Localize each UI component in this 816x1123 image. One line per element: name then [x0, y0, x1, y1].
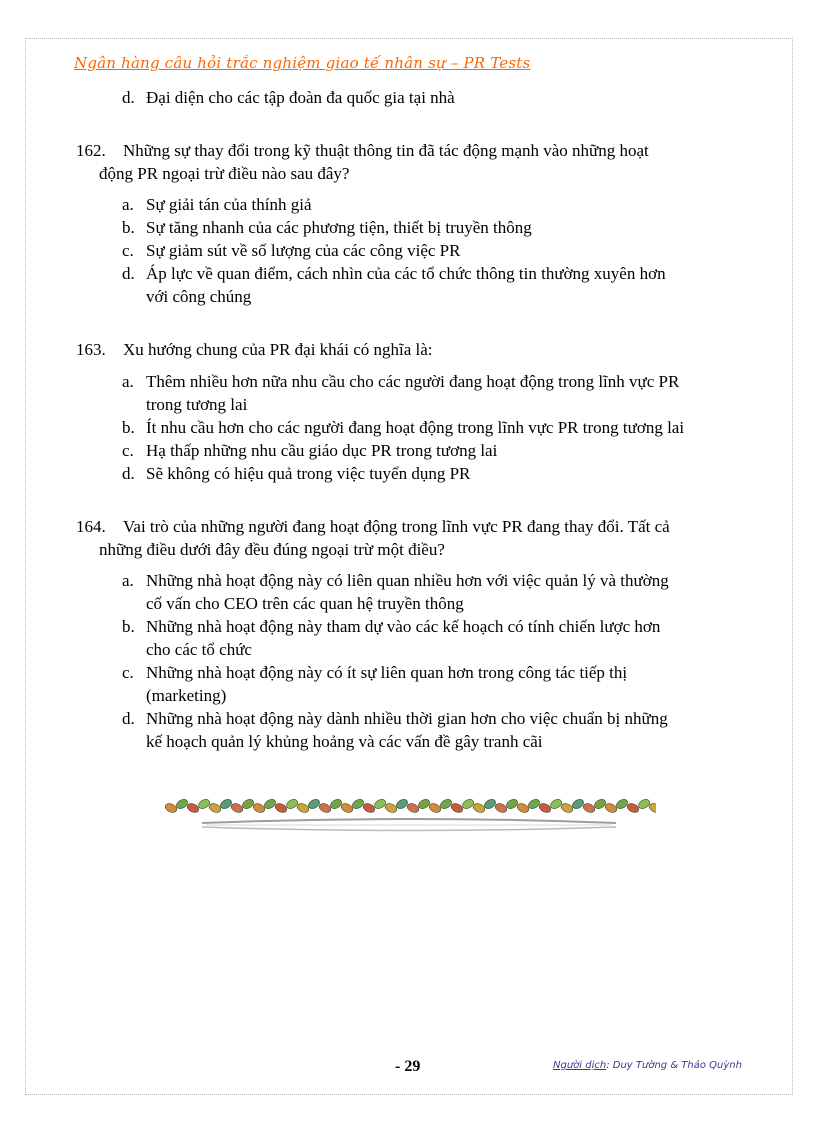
leaf-icon [186, 802, 200, 814]
question-number: 162. [76, 141, 106, 160]
option-text: Những nhà hoạt động này có liên quan nhiều hơn với việc quản lý và thường [146, 571, 669, 590]
question-text-line: những điều dưới đây đều đúng ngoại trừ một điều? [99, 540, 445, 559]
question-number: 163. [76, 340, 106, 359]
leaf-icon [615, 798, 629, 811]
leaf-icon [197, 798, 211, 811]
leaf-icon [164, 802, 178, 814]
option-letter: b. [122, 418, 135, 437]
translator-names: : Duy Tường & Thảo Quỳnh [606, 1060, 742, 1071]
leaf-icon [219, 798, 233, 811]
divider-swash-lower [202, 827, 616, 831]
option-text: Sự giảm sút về số lượng của các công việc PR [146, 241, 461, 260]
option-text: Hạ thấp những nhu cầu giáo dục PR trong tương lai [146, 441, 498, 460]
leaf-icon [230, 802, 244, 814]
question-text-line: Vai trò của những người đang hoạt động trong lĩnh vực PR đang thay đổi. Tất cả [123, 517, 670, 536]
leaf-icon [318, 802, 332, 814]
leaf-icon [263, 798, 277, 811]
option-text: Sự giải tán của thính giả [146, 195, 312, 214]
option-text: Áp lực về quan điểm, cách nhìn của các tổ chức thông tin thường xuyên hơn [146, 264, 666, 283]
leaf-icon [571, 798, 585, 811]
leaf-icon [362, 802, 376, 814]
leaf-icon [351, 798, 365, 811]
option-letter: c. [122, 441, 134, 460]
option-text: Những nhà hoạt động này có ít sự liên quan hơn trong công tác tiếp thị [146, 663, 628, 682]
translator-credit [553, 1060, 742, 1071]
question-text-line: Xu hướng chung của PR đại khái có nghĩa là: [123, 340, 433, 359]
header-title: Ngân hàng câu hỏi trắc nghiệm giao tế nhân sự – PR Tests [74, 54, 531, 72]
leaf-icon [560, 802, 574, 814]
option-letter: d. [122, 464, 135, 483]
leaf-icon [307, 798, 321, 811]
leaf-icon [274, 802, 288, 814]
option-text: Những nhà hoạt động này dành nhiều thời gian hơn cho việc chuẩn bị những [146, 709, 668, 728]
leaf-icon [384, 802, 398, 814]
option-letter: a. [122, 372, 134, 391]
option-letter: b. [122, 218, 135, 237]
option-text: Sự tăng nhanh của các phương tiện, thiết bị truyền thông [146, 218, 532, 237]
leaf-icon [549, 798, 563, 811]
option-letter: a. [122, 571, 134, 590]
leaf-icon [296, 802, 310, 814]
leaf-garland [164, 798, 656, 815]
leaf-divider-ornament [162, 796, 656, 836]
option-text: Thêm nhiều hơn nữa nhu cầu cho các người đang hoạt động trong lĩnh vực PR [146, 372, 680, 391]
page-border [25, 38, 793, 1095]
leaf-icon [538, 802, 552, 814]
leaf-icon [604, 802, 618, 814]
leaf-icon [252, 802, 266, 814]
option-text: cho các tổ chức [146, 640, 252, 659]
option-text: Ít nhu cầu hơn cho các người đang hoạt động trong lĩnh vực PR trong tương lai [146, 418, 685, 437]
option-text: Sẽ không có hiệu quả trong việc tuyển dụng PR [146, 464, 471, 483]
option-text: Những nhà hoạt động này tham dự vào các kế hoạch có tính chiến lược hơn [146, 617, 661, 636]
option-letter: d. [122, 709, 135, 728]
leaf-icon [593, 798, 607, 811]
option-text: (marketing) [146, 686, 227, 705]
leaf-icon [417, 798, 431, 811]
leaf-icon [329, 798, 343, 811]
divider-swash-upper [202, 819, 616, 823]
leaf-icon [494, 802, 508, 814]
option-text: cố vấn cho CEO trên các quan hệ truyền thông [146, 594, 464, 613]
leaf-icon [626, 802, 640, 814]
leaf-icon [340, 802, 354, 814]
leaf-icon [450, 802, 464, 814]
option-letter: c. [122, 663, 134, 682]
option-text: kế hoạch quản lý khủng hoảng và các vấn đề gây tranh cãi [146, 732, 543, 751]
leaf-icon [285, 798, 299, 811]
leaf-icon [373, 798, 387, 811]
leaf-icon [582, 802, 596, 814]
leaf-icon [175, 798, 189, 811]
option-letter: a. [122, 195, 134, 214]
page-number: - 29 [395, 1058, 421, 1075]
option-text: với công chúng [146, 287, 252, 306]
leaf-icon [428, 802, 442, 814]
question-text-line: Những sự thay đổi trong kỹ thuật thông tin đã tác động mạnh vào những hoạt [123, 141, 649, 160]
leaf-icon [406, 802, 420, 814]
option-text: trong tương lai [146, 395, 248, 414]
leaf-icon [637, 798, 651, 811]
leaf-icon [527, 798, 541, 811]
option-text: Đại diện cho các tập đoàn đa quốc gia tại nhà [146, 88, 455, 107]
leaf-icon [516, 802, 530, 814]
question-number: 164. [76, 517, 106, 536]
option-letter: c. [122, 241, 134, 260]
leaf-icon [439, 798, 453, 811]
question-text-line: động PR ngoại trừ điều nào sau đây? [99, 164, 350, 183]
option-letter: d. [122, 88, 135, 107]
option-letter: d. [122, 264, 135, 283]
leaf-icon [483, 798, 497, 811]
leaf-icon [505, 798, 519, 811]
leaf-icon [461, 798, 475, 811]
leaf-icon [472, 802, 486, 814]
translator-label: Người dịch [553, 1060, 607, 1071]
leaf-icon [241, 798, 255, 811]
leaf-icon [208, 802, 222, 814]
option-letter: b. [122, 617, 135, 636]
leaf-icon [395, 798, 409, 811]
